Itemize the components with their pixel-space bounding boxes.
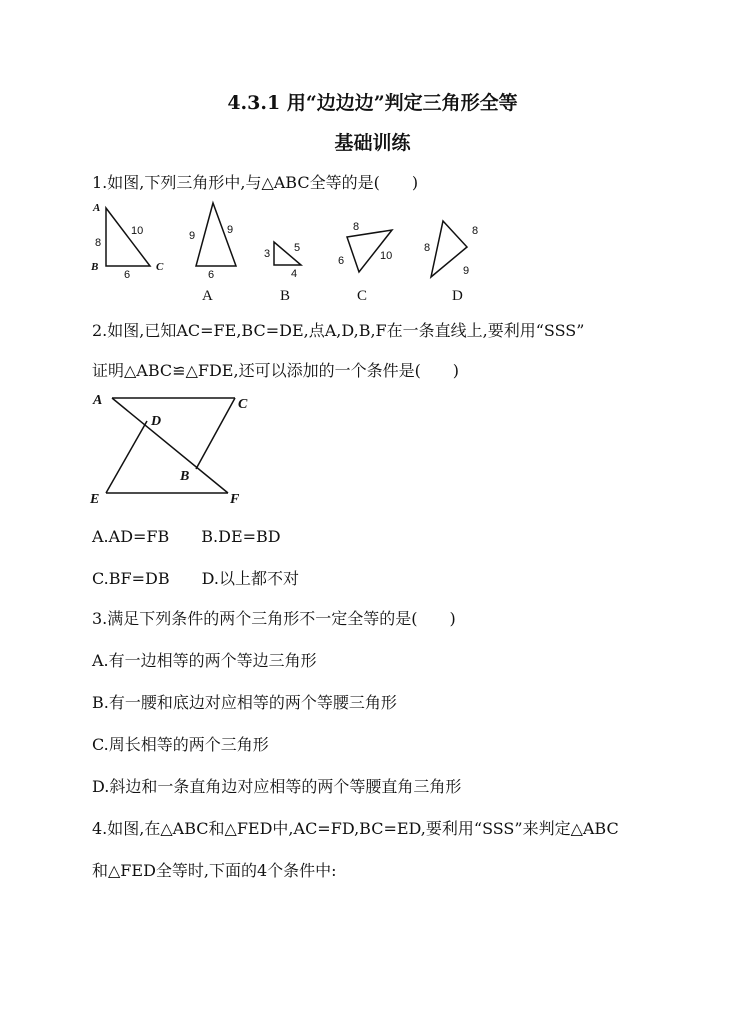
q1-option-b-label: B bbox=[280, 288, 291, 304]
q1-option-c-side3: 10 bbox=[380, 250, 393, 262]
q2-label-b: B bbox=[180, 469, 190, 484]
q2-options-line2: C.BF=DB D.以上都不对 bbox=[92, 569, 299, 588]
q2-segment-ed bbox=[106, 421, 147, 493]
q4-stem-line1: 4.如图,在△ABC和△FED中,AC=FD,BC=ED,要利用“SSS”来判定△ABC bbox=[92, 819, 619, 838]
q3-option-b: B.有一腰和底边对应相等的两个等腰三角形 bbox=[92, 693, 397, 712]
q2-segment-af bbox=[112, 398, 228, 493]
q1-option-d-label: D bbox=[452, 288, 463, 304]
q1-option-c-label: C bbox=[357, 288, 368, 304]
q1-stem: 1.如图,下列三角形中,与△ABC全等的是( ) bbox=[92, 173, 419, 192]
page-title: 4.3.1 用“边边边”判定三角形全等 bbox=[227, 92, 518, 114]
q1-option-c-side1: 8 bbox=[353, 221, 360, 233]
q1-option-b-side1: 3 bbox=[264, 248, 271, 260]
q1-option-d-side3: 9 bbox=[463, 265, 470, 277]
q2-label-a: A bbox=[93, 393, 103, 408]
q1-option-a-side3: 6 bbox=[208, 269, 215, 281]
q1-ref-side-bc: 6 bbox=[124, 269, 131, 281]
q2-label-c: C bbox=[238, 397, 248, 412]
q4-stem-line2: 和△FED全等时,下面的4个条件中: bbox=[92, 861, 337, 880]
q1-option-c-side2: 6 bbox=[338, 255, 345, 267]
q1-option-d-side1: 8 bbox=[424, 242, 431, 254]
q2-stem-line2: 证明△ABC≌△FDE,还可以添加的一个条件是( ) bbox=[92, 361, 460, 380]
q1-ref-label-b: B bbox=[91, 261, 99, 273]
q3-option-c: C.周长相等的两个三角形 bbox=[92, 735, 269, 754]
q2-label-d: D bbox=[151, 414, 162, 429]
q3-stem: 3.满足下列条件的两个三角形不一定全等的是( ) bbox=[92, 609, 456, 628]
q1-option-a-label: A bbox=[202, 288, 213, 304]
q1-option-b-side2: 5 bbox=[294, 242, 301, 254]
q2-options-line1: A.AD=FB B.DE=BD bbox=[92, 527, 281, 546]
q1-ref-label-c: C bbox=[156, 261, 164, 273]
q1-ref-label-a: A bbox=[93, 202, 101, 214]
q1-option-a-side1: 9 bbox=[189, 230, 196, 242]
q2-label-e: E bbox=[90, 492, 100, 507]
section-heading: 基础训练 bbox=[334, 132, 411, 154]
q1-option-a-side2: 9 bbox=[227, 224, 234, 236]
q3-option-d: D.斜边和一条直角边对应相等的两个等腰直角三角形 bbox=[92, 777, 462, 796]
q1-option-b-side3: 4 bbox=[291, 268, 298, 280]
q1-ref-side-ac: 10 bbox=[131, 225, 144, 237]
q2-segment-cb bbox=[196, 398, 235, 469]
q1-option-d-side2: 8 bbox=[472, 225, 479, 237]
q2-label-f: F bbox=[230, 492, 240, 507]
q3-option-a: A.有一边相等的两个等边三角形 bbox=[92, 651, 317, 670]
q1-ref-side-ab: 8 bbox=[95, 237, 102, 249]
q2-stem-line1: 2.如图,已知AC=FE,BC=DE,点A,D,B,F在一条直线上,要利用“SSS” bbox=[92, 321, 585, 340]
